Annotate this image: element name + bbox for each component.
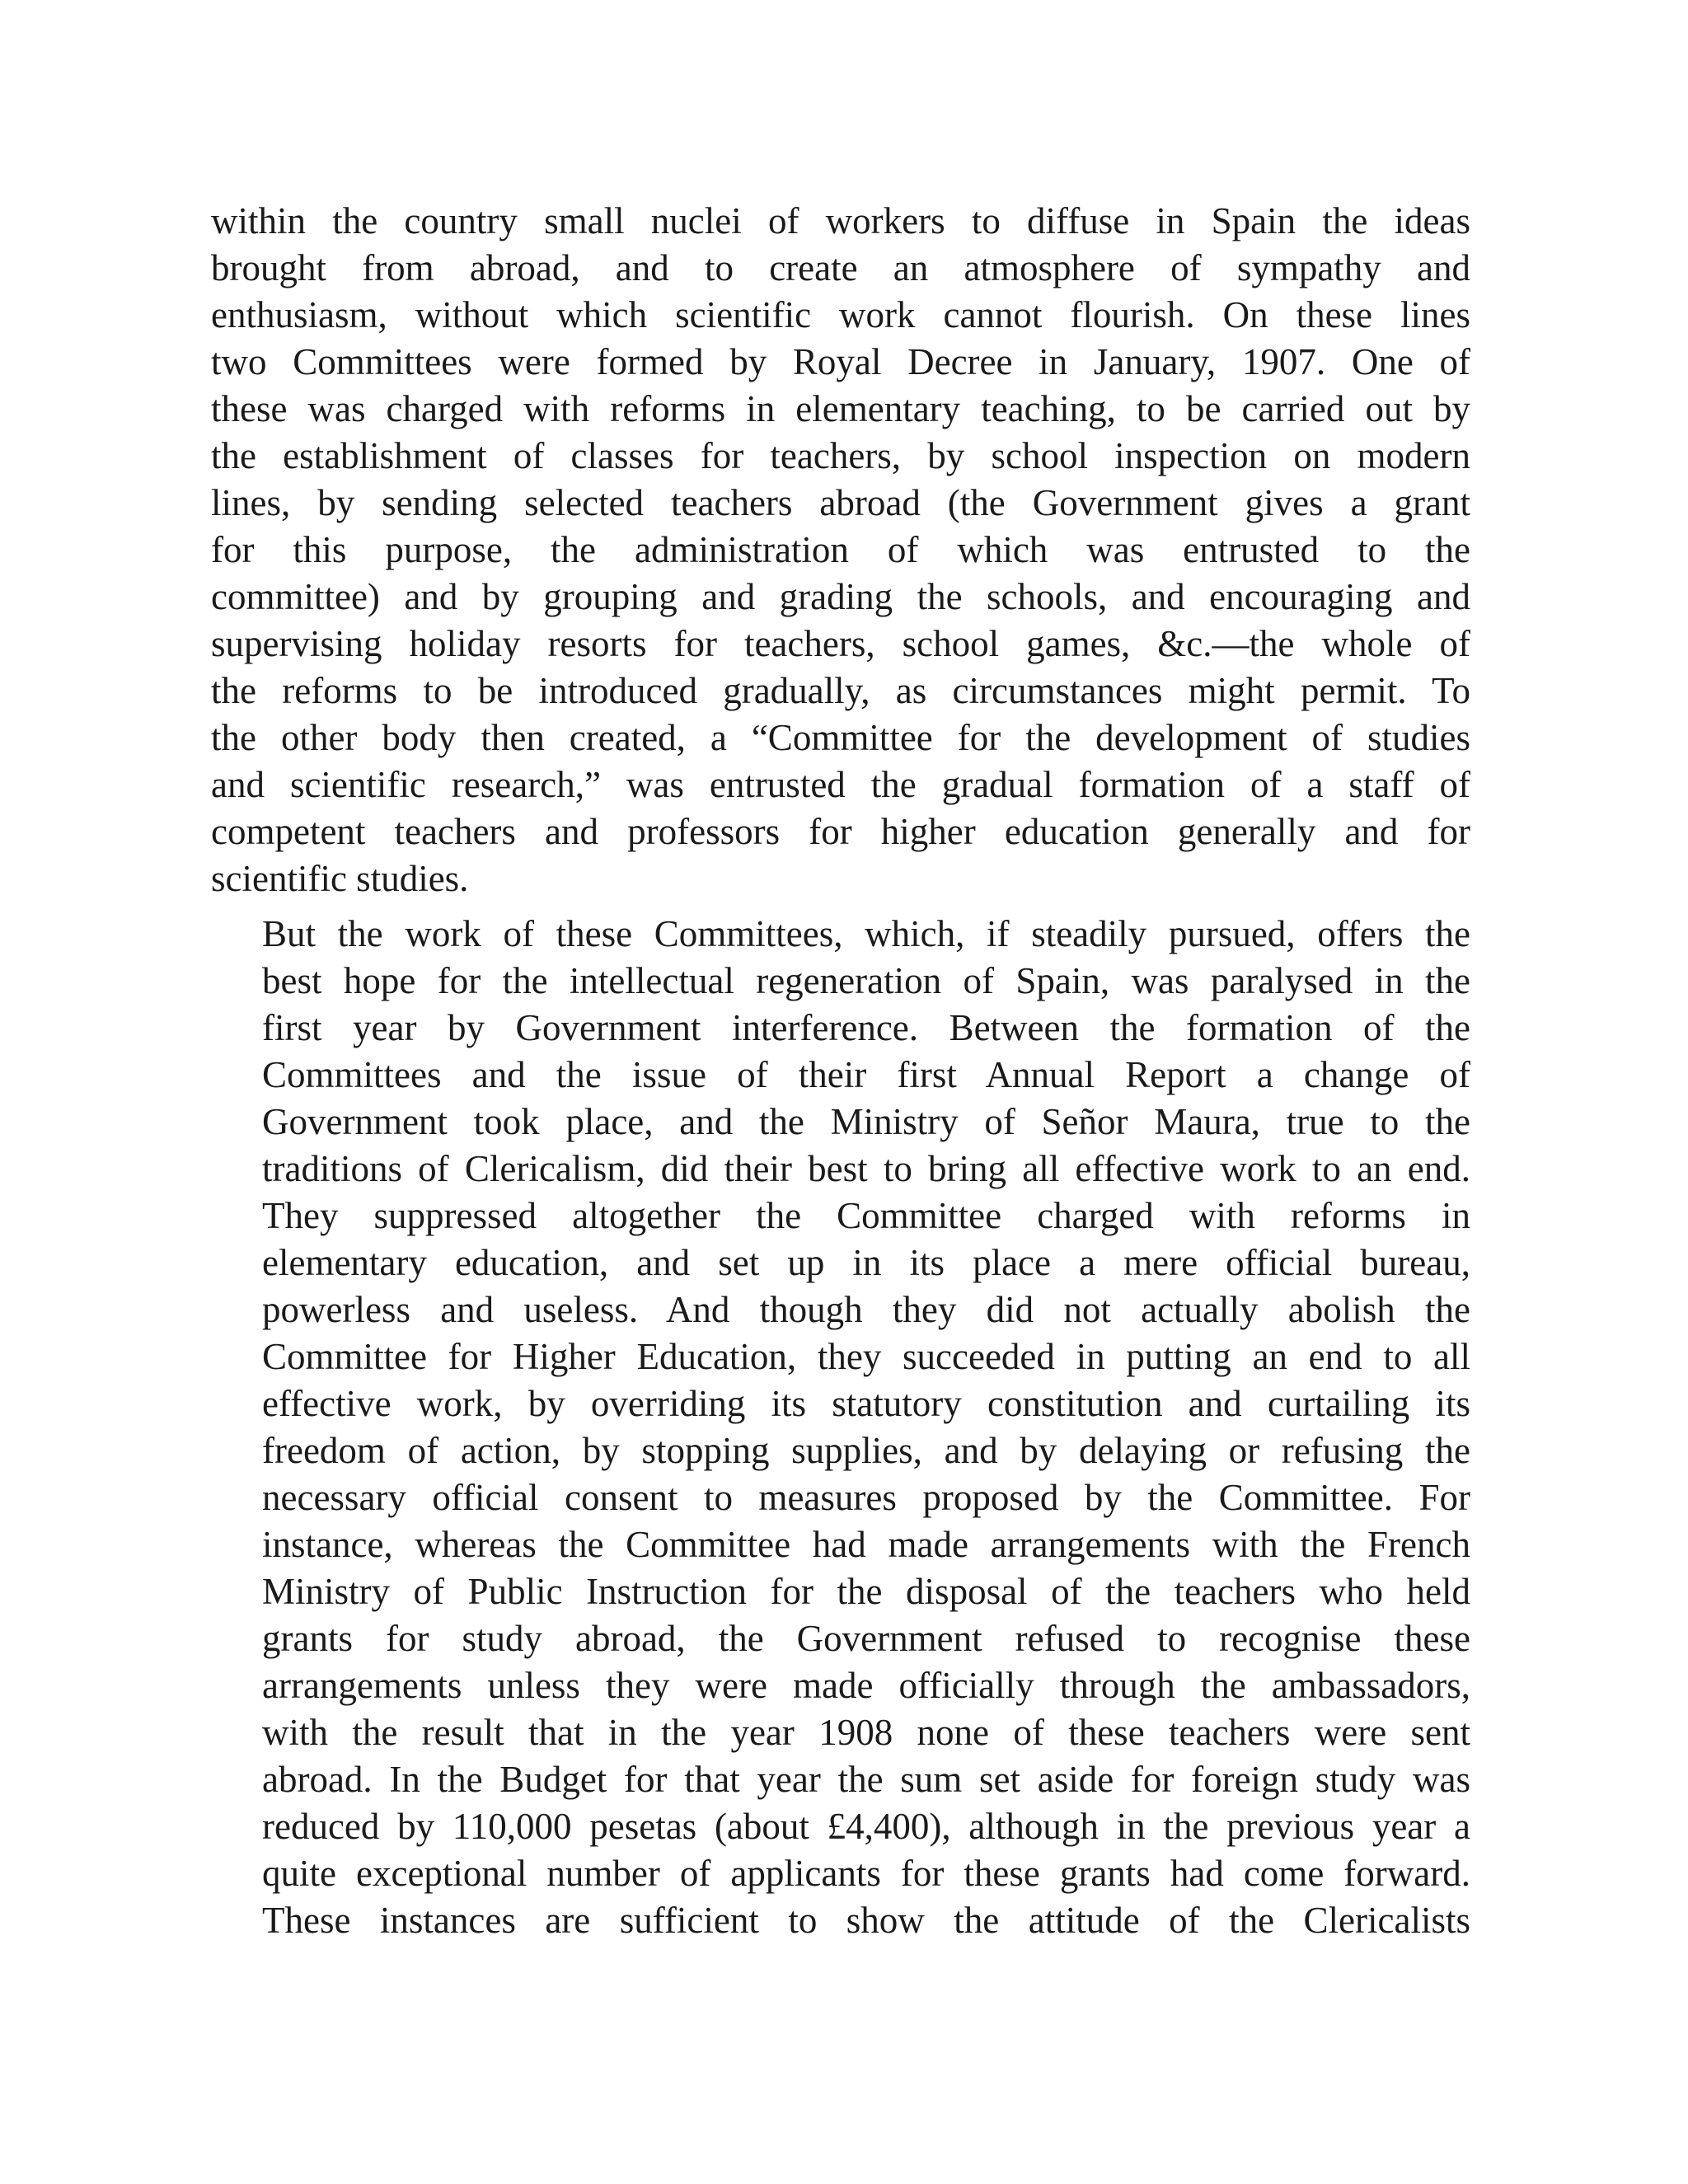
text-line: for this purpose, the administration of which was entrusted to the bbox=[211, 529, 1470, 570]
text-line: the establishment of classes for teachers, by school inspection on modern bbox=[211, 435, 1470, 476]
text-line: powerless and useless. And though they did not actually abolish the bbox=[262, 1289, 1470, 1330]
text-line: with the result that in the year 1908 none of these teachers were sent bbox=[262, 1712, 1470, 1753]
text-line: elementary education, and set up in its place a mere official bureau, bbox=[262, 1242, 1470, 1283]
text-line: They suppressed altogether the Committee charged with reforms in bbox=[262, 1195, 1470, 1236]
paragraph-1 bbox=[211, 198, 1470, 902]
text-line: these was charged with reforms in elementary teaching, to be carried out by bbox=[211, 388, 1470, 429]
text-line: Government took place, and the Ministry of Señor Maura, true to the bbox=[262, 1101, 1470, 1142]
text-line: Committees and the issue of their first Annual Report a change of bbox=[262, 1054, 1470, 1095]
text-line: supervising holiday resorts for teachers, school games, &c.—the whole of bbox=[211, 623, 1470, 664]
text-line: Ministry of Public Instruction for the disposal of the teachers who held bbox=[262, 1571, 1470, 1612]
text-line: committee) and by grouping and grading the schools, and encouraging and bbox=[211, 576, 1470, 617]
text-line: two Committees were formed by Royal Decree in January, 1907. One of bbox=[211, 341, 1470, 382]
text-line: Committee for Higher Education, they succeeded in putting an end to all bbox=[262, 1336, 1470, 1377]
text-line: reduced by 110,000 pesetas (about £4,400), although in the previous year a bbox=[262, 1806, 1470, 1847]
text-line: lines, by sending selected teachers abroad (the Government gives a grant bbox=[211, 482, 1470, 523]
text-line: scientific studies. bbox=[211, 858, 469, 899]
text-line: quite exceptional number of applicants for these grants had come forward. bbox=[262, 1853, 1470, 1894]
text-line: enthusiasm, without which scientific work cannot flourish. On these lines bbox=[211, 294, 1470, 335]
text-line: grants for study abroad, the Government refused to recognise these bbox=[262, 1618, 1470, 1659]
text-line: abroad. In the Budget for that year the sum set aside for foreign study was bbox=[262, 1759, 1470, 1800]
text-line: competent teachers and professors for higher education generally and for bbox=[211, 811, 1470, 852]
text-line: the other body then created, a “Committee for the development of studies bbox=[211, 717, 1470, 758]
text-line: brought from abroad, and to create an atmosphere of sympathy and bbox=[211, 247, 1470, 288]
text-line: instance, whereas the Committee had made arrangements with the French bbox=[262, 1524, 1470, 1565]
text-line: the reforms to be introduced gradually, as circumstances might permit. To bbox=[211, 670, 1470, 711]
body-text bbox=[211, 198, 1470, 1944]
text-line: traditions of Clericalism, did their best to bring all effective work to an end. bbox=[262, 1148, 1470, 1189]
text-line: effective work, by overriding its statutory constitution and curtailing its bbox=[262, 1383, 1470, 1424]
text-line: within the country small nuclei of workers to diffuse in Spain the ideas bbox=[211, 200, 1470, 241]
text-line: first year by Government interference. Between the formation of the bbox=[262, 1007, 1470, 1048]
text-line: best hope for the intellectual regeneration of Spain, was paralysed in the bbox=[262, 960, 1470, 1001]
paragraph-2 bbox=[211, 911, 1470, 1944]
text-line: But the work of these Committees, which, if steadily pursued, offers the bbox=[262, 913, 1470, 954]
text-line: These instances are sufficient to show the attitude of the Clericalists bbox=[262, 1900, 1470, 1941]
text-line: arrangements unless they were made officially through the ambassadors, bbox=[262, 1665, 1470, 1706]
text-line: and scientific research,” was entrusted the gradual formation of a staff of bbox=[211, 764, 1470, 805]
text-line: freedom of action, by stopping supplies, and by delaying or refusing the bbox=[262, 1430, 1470, 1471]
text-line: necessary official consent to measures proposed by the Committee. For bbox=[262, 1477, 1470, 1518]
